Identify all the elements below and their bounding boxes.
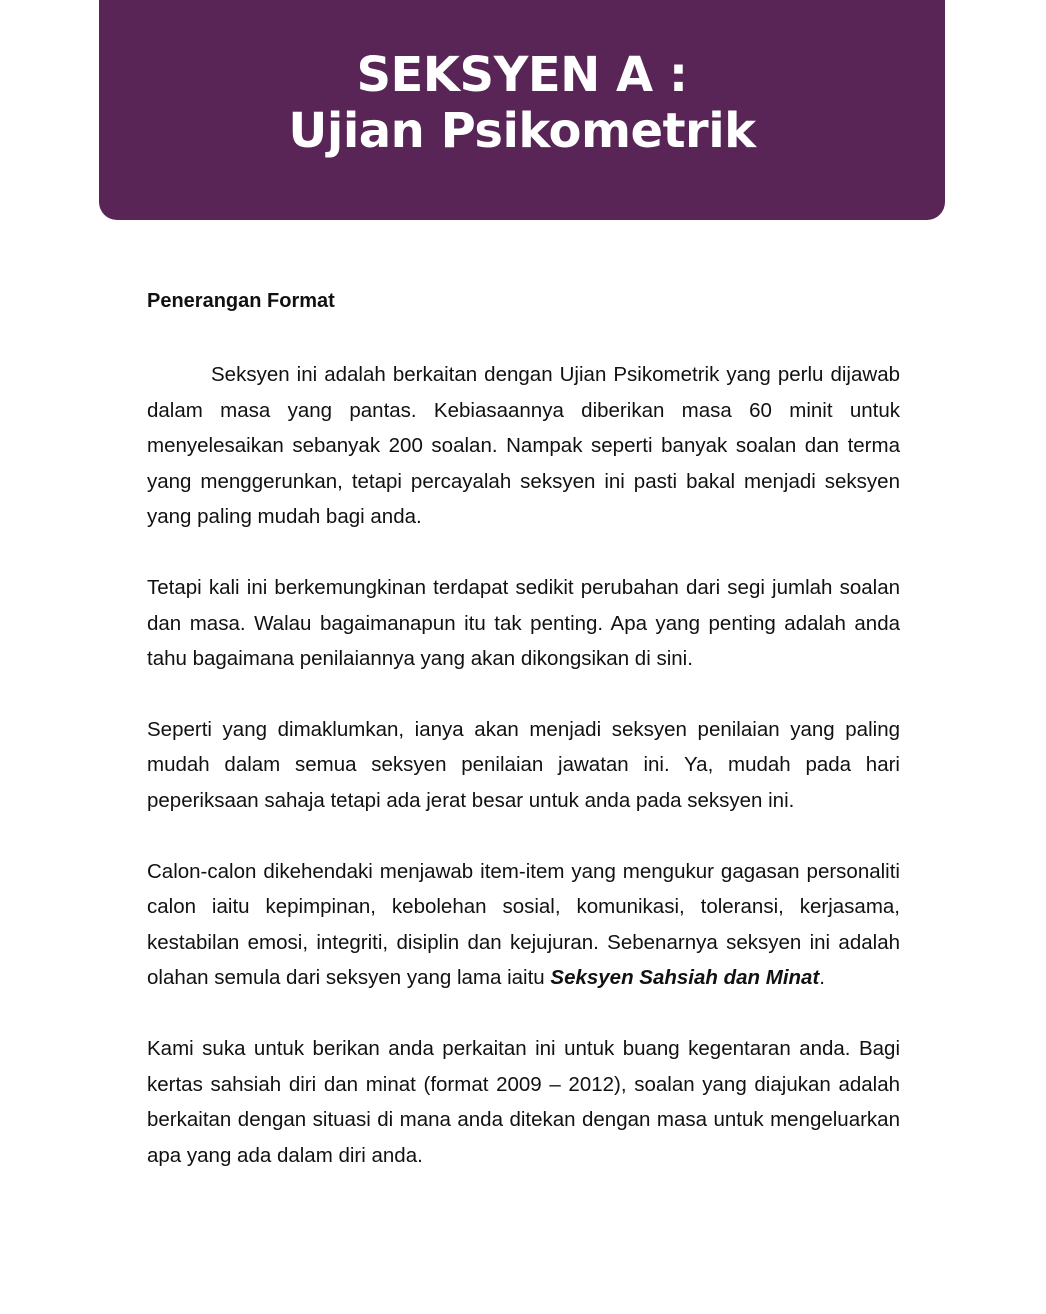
emphasis-seksyen-sahsiah: Seksyen Sahsiah dan Minat — [550, 966, 820, 990]
document-body — [147, 286, 900, 1208]
paragraph-changes: Tetapi kali ini berkemungkinan terdapat sedikit perubahan dari segi jumlah soalan dan masa. Walau bagaimanapun itu tak penting. Apa yang penting adalah anda tahu bagaimana penilaiannya yang akan dikongsikan di sini. — [147, 575, 900, 671]
section-header-banner — [99, 0, 945, 220]
paragraph-candidates — [147, 854, 900, 996]
paragraph-candidates-end: . — [819, 966, 825, 990]
section-title-line1: SEKSYEN A : — [356, 47, 688, 103]
paragraph-relation: Kami suka untuk berikan anda perkaitan ini untuk buang kegentaran anda. Bagi kertas sahsiah diri dan minat (format 2009 – 2012), soalan yang diajukan adalah berkaitan dengan situasi di mana anda ditekan dengan masa untuk mengeluarkan apa yang ada dalam diri anda. — [147, 1036, 900, 1167]
paragraph-difficulty: Seperti yang dimaklumkan, ianya akan menjadi seksyen penilaian yang paling mudah dalam semua seksyen penilaian jawatan ini. Ya, mudah pada hari peperiksaan sahaja tetapi ada jerat besar untuk anda pada seksyen ini. — [147, 717, 900, 812]
format-heading: Penerangan Format — [147, 290, 335, 312]
paragraph-candidates-text: Calon-calon dikehendaki menjawab item-item yang mengukur gagasan personaliti calon iaitu kepimpinan, kebolehan sosial, komunikasi, toleransi, kerjasama, kestabilan emosi, integriti, disiplin dan kejujuran. Sebenarnya seksyen ini adalah olahan semula dari seksyen yang lama iaitu — [147, 859, 900, 990]
paragraph-intro: Seksyen ini adalah berkaitan dengan Ujian Psikometrik yang perlu dijawab dalam masa yang pantas. Kebiasaannya diberikan masa 60 minit untuk menyelesaikan sebanyak 200 soalan. Nampak seperti banyak soalan dan terma yang menggerunkan, tetapi percayalah seksyen ini pasti bakal menjadi seksyen yang paling mudah bagi anda. — [147, 363, 900, 529]
section-title-line2: Ujian Psikometrik — [288, 103, 756, 159]
